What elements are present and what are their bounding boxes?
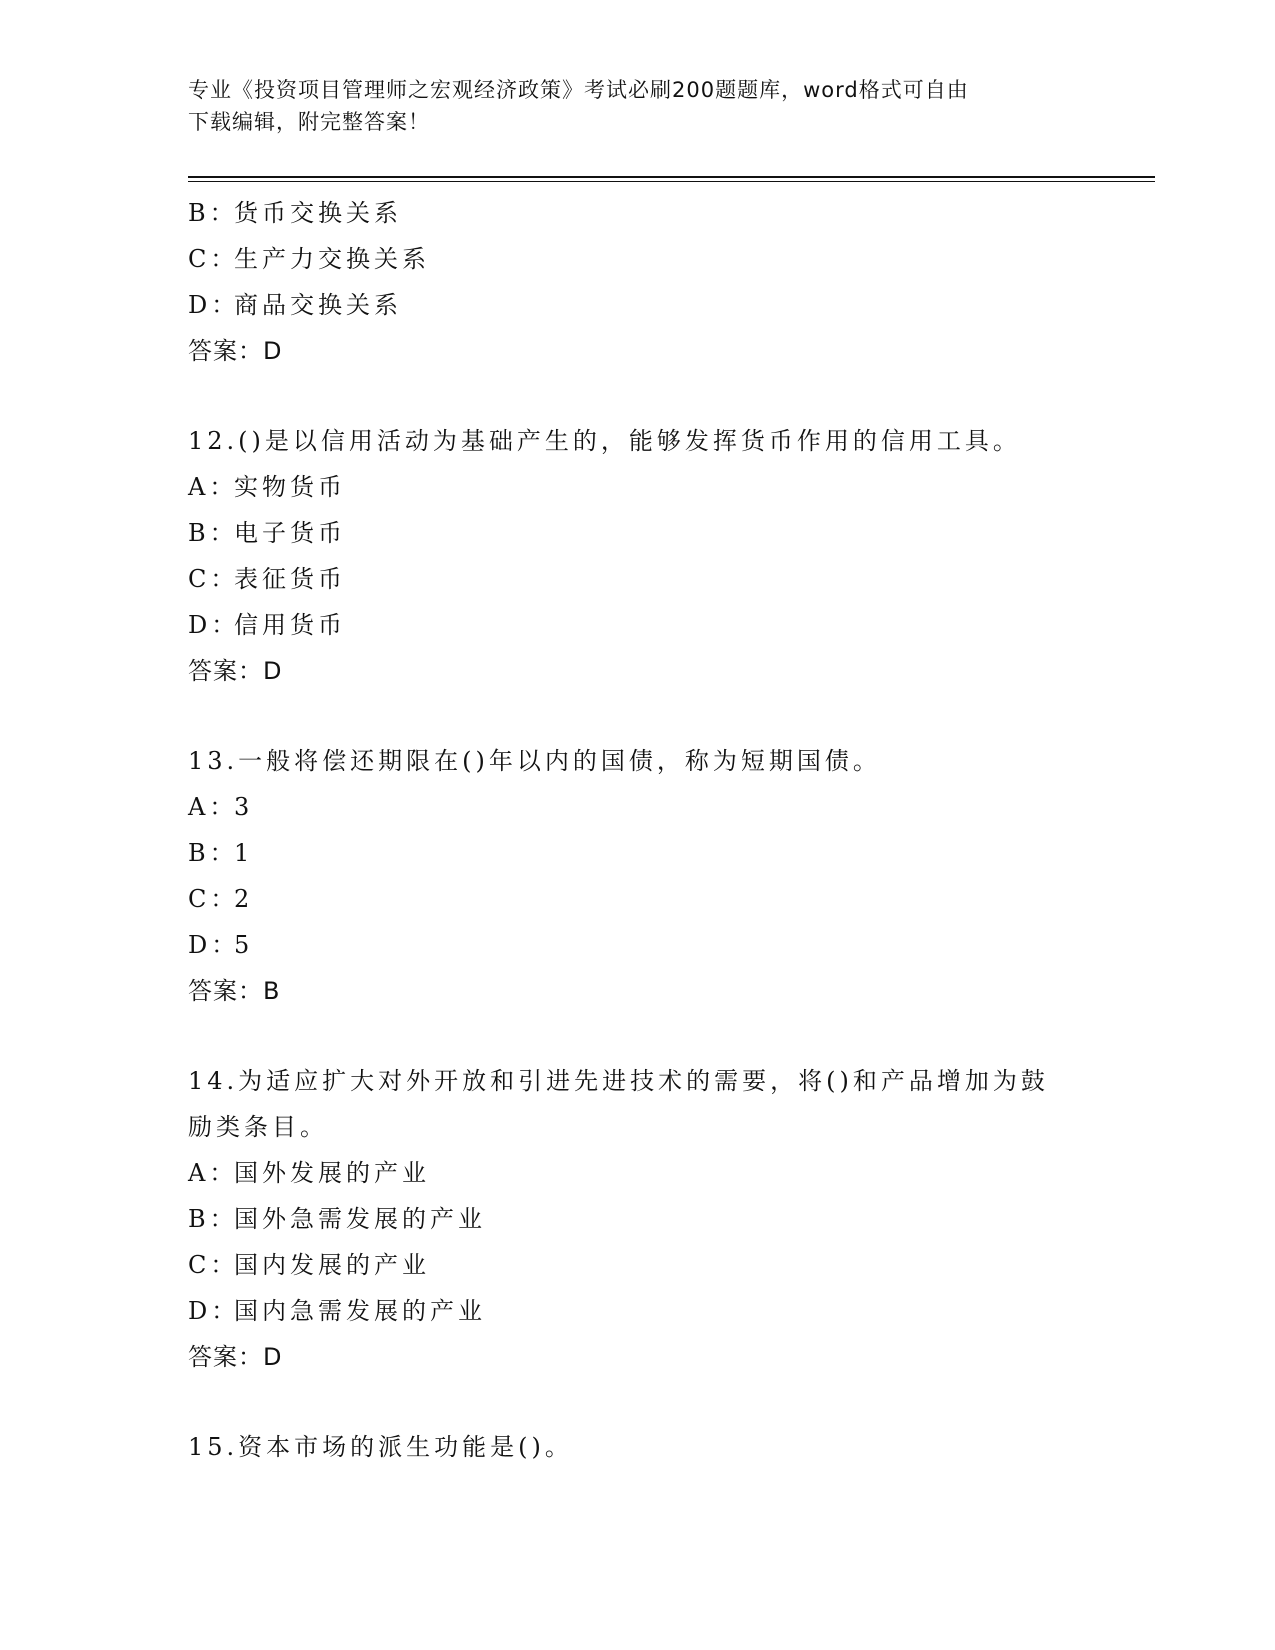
header-divider-thin — [188, 181, 1155, 182]
question-list — [188, 190, 1128, 1470]
option-d: D：国内急需发展的产业 — [188, 1297, 486, 1325]
option-d: D：信用货币 — [188, 611, 346, 639]
question-13 — [188, 738, 1128, 1014]
answer: 答案：D — [188, 337, 283, 365]
header-line-2: 下载编辑，附完整答案！ — [188, 110, 430, 134]
option-d: D：5 — [188, 931, 254, 959]
question-stem-line-1: 14.为适应扩大对外开放和引进先进技术的需要，将()和产品增加为鼓 — [188, 1067, 1049, 1095]
question-14 — [188, 1058, 1128, 1380]
option-a: A：实物货币 — [188, 473, 346, 501]
option-b: B：货币交换关系 — [188, 199, 402, 227]
option-c: C：表征货币 — [188, 565, 346, 593]
question-12 — [188, 418, 1128, 694]
question-stem: 12.()是以信用活动为基础产生的，能够发挥货币作用的信用工具。 — [188, 427, 1021, 455]
question-stem: 13.一般将偿还期限在()年以内的国债，称为短期国债。 — [188, 747, 881, 775]
option-b: B：电子货币 — [188, 519, 346, 547]
answer: 答案：D — [188, 1343, 283, 1371]
question-15 — [188, 1424, 1128, 1470]
option-a: A：3 — [188, 793, 254, 821]
answer: 答案：B — [188, 977, 281, 1005]
question-11-continued — [188, 190, 1128, 374]
question-stem: 15.资本市场的派生功能是()。 — [188, 1433, 573, 1461]
header-divider — [188, 176, 1155, 178]
header-line-1: 专业《投资项目管理师之宏观经济政策》考试必刷200题题库，word格式可自由 — [188, 78, 969, 102]
option-c: C：国内发展的产业 — [188, 1251, 430, 1279]
option-c: C：生产力交换关系 — [188, 245, 430, 273]
option-d: D：商品交换关系 — [188, 291, 402, 319]
option-c: C：2 — [188, 885, 254, 913]
option-b: B：国外急需发展的产业 — [188, 1205, 486, 1233]
answer: 答案：D — [188, 657, 283, 685]
document-header — [188, 74, 1088, 138]
option-b: B：1 — [188, 839, 254, 867]
option-a: A：国外发展的产业 — [188, 1159, 430, 1187]
question-stem-line-2: 励类条目。 — [188, 1113, 328, 1141]
